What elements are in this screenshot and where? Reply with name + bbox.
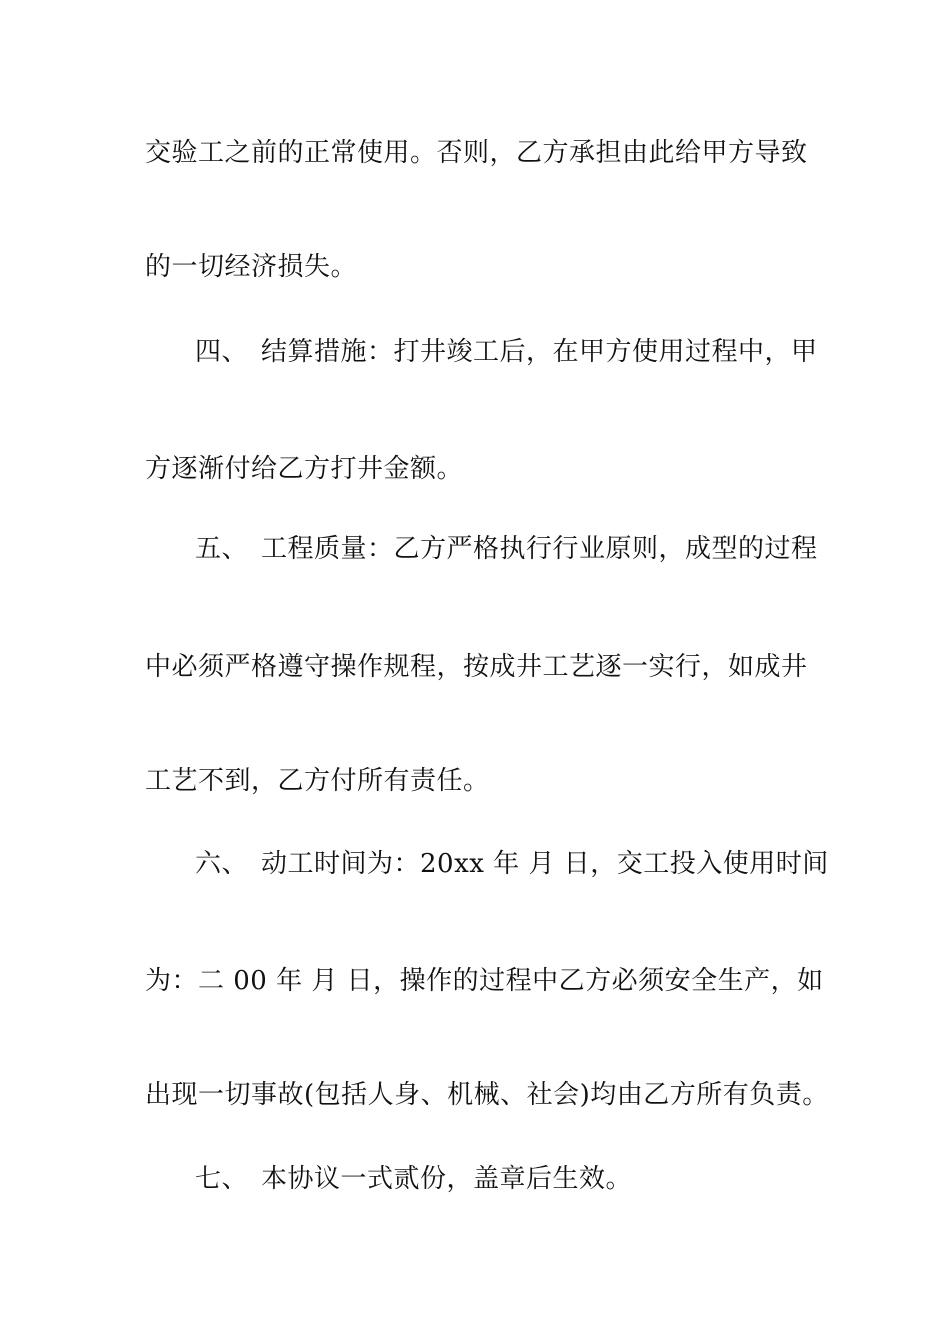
line-text: 动工时间为：20xx 年 月 日，交工投入使用时间 bbox=[261, 849, 829, 879]
text-line bbox=[145, 964, 824, 998]
text-line bbox=[145, 1078, 829, 1112]
clause-seven bbox=[195, 1162, 815, 1196]
line-text: 方逐渐付给乙方打井金额。 bbox=[145, 454, 464, 484]
line-text: 本协议一式贰份，盖章后生效。 bbox=[261, 1164, 633, 1194]
clause-number: 四、 bbox=[195, 337, 249, 367]
text-line bbox=[145, 650, 815, 684]
line-text: 工艺不到，乙方付所有责任。 bbox=[145, 766, 490, 796]
line-text: 为：二 00 年 月 日，操作的过程中乙方必须安全生产，如 bbox=[145, 966, 824, 996]
text-line bbox=[145, 764, 815, 798]
clause-number: 六、 bbox=[195, 849, 249, 879]
text-line bbox=[145, 250, 815, 284]
line-text: 出现一切事故(包括人身、机械、社会)均由乙方所有负责。 bbox=[145, 1080, 829, 1110]
clause-four bbox=[195, 335, 818, 369]
line-text: 交验工之前的正常使用。否则，乙方承担由此给甲方导致 bbox=[145, 138, 808, 168]
line-text: 结算措施：打井竣工后，在甲方使用过程中，甲 bbox=[261, 337, 818, 367]
clause-number: 七、 bbox=[195, 1164, 249, 1194]
clause-number: 五、 bbox=[195, 534, 249, 564]
text-line bbox=[145, 452, 815, 486]
clause-five bbox=[195, 532, 818, 566]
line-text: 的一切经济损失。 bbox=[145, 252, 358, 282]
line-text: 中必须严格遵守操作规程，按成井工艺逐一实行，如成井 bbox=[145, 652, 808, 682]
clause-six bbox=[195, 847, 829, 881]
line-text: 工程质量：乙方严格执行行业原则，成型的过程 bbox=[261, 534, 818, 564]
text-line bbox=[145, 136, 815, 170]
